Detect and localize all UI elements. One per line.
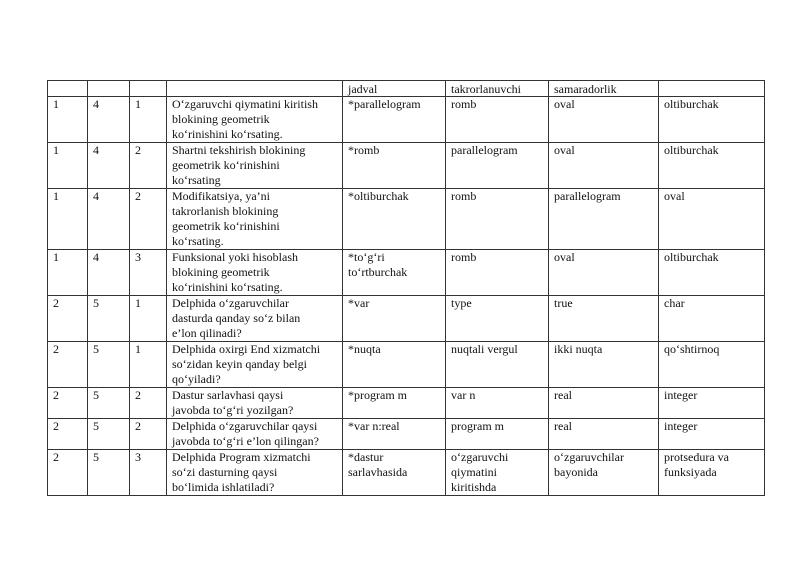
group-cell: 4	[88, 250, 130, 296]
header-cell	[88, 81, 130, 97]
quiz-table	[47, 80, 765, 496]
level-cell: 2	[130, 143, 167, 189]
question-cell: Delphida oxirgi End xizmatchi so‘zidan keyin qanday belgi qo‘yiladi?	[167, 342, 343, 388]
level-cell: 2	[130, 388, 167, 419]
group-cell: 4	[88, 97, 130, 143]
table-row	[48, 250, 765, 296]
option-cell: oval	[549, 250, 659, 296]
group-cell: 5	[88, 388, 130, 419]
level-cell: 2	[130, 419, 167, 450]
group-cell: 5	[88, 296, 130, 342]
header-cell	[48, 81, 88, 97]
number-cell: 1	[48, 250, 88, 296]
group-cell: 4	[88, 189, 130, 250]
option-cell: romb	[446, 97, 549, 143]
option-cell: romb	[446, 189, 549, 250]
question-cell: Shartni tekshirish blokining geometrik ko‘rinishini ko‘rsating	[167, 143, 343, 189]
option-cell: type	[446, 296, 549, 342]
table-row	[48, 388, 765, 419]
option-cell: integer	[659, 388, 765, 419]
option-cell: integer	[659, 419, 765, 450]
table-row	[48, 342, 765, 388]
correct-answer-cell: *var	[343, 296, 446, 342]
table-row	[48, 97, 765, 143]
table-row	[48, 143, 765, 189]
header-cell	[130, 81, 167, 97]
option-cell: var n	[446, 388, 549, 419]
group-cell: 5	[88, 450, 130, 496]
level-cell: 3	[130, 250, 167, 296]
correct-answer-cell: *to‘g‘ri to‘rtburchak	[343, 250, 446, 296]
group-cell: 5	[88, 342, 130, 388]
option-cell: parallelogram	[549, 189, 659, 250]
level-cell: 1	[130, 296, 167, 342]
option-cell: real	[549, 419, 659, 450]
option-cell: oltiburchak	[659, 143, 765, 189]
level-cell: 2	[130, 189, 167, 250]
correct-answer-cell: *romb	[343, 143, 446, 189]
option-cell: program m	[446, 419, 549, 450]
option-cell: real	[549, 388, 659, 419]
question-cell: Dastur sarlavhasi qaysi javobda to‘g‘ri yozilgan?	[167, 388, 343, 419]
group-cell: 4	[88, 143, 130, 189]
correct-answer-cell: *program m	[343, 388, 446, 419]
number-cell: 2	[48, 296, 88, 342]
option-cell: parallelogram	[446, 143, 549, 189]
option-cell: qo‘shtirnoq	[659, 342, 765, 388]
correct-answer-cell: *dastur sarlavhasida	[343, 450, 446, 496]
question-cell: Delphida o‘zgaruvchilar dasturda qanday so‘z bilan e’lon qilinadi?	[167, 296, 343, 342]
option-cell: oval	[549, 143, 659, 189]
table-row	[48, 296, 765, 342]
question-cell: Delphida Program xizmatchi so‘zi dasturning qaysi bo‘limida ishlatiladi?	[167, 450, 343, 496]
table-row	[48, 189, 765, 250]
number-cell: 2	[48, 342, 88, 388]
option-cell: protsedura va funksiyada	[659, 450, 765, 496]
option-cell: oltiburchak	[659, 97, 765, 143]
header-cell	[659, 81, 765, 97]
correct-answer-cell: *oltiburchak	[343, 189, 446, 250]
level-cell: 3	[130, 450, 167, 496]
header-cell: jadval	[343, 81, 446, 97]
correct-answer-cell: *var n:real	[343, 419, 446, 450]
correct-answer-cell: *nuqta	[343, 342, 446, 388]
number-cell: 1	[48, 97, 88, 143]
question-cell: O‘zgaruvchi qiymatini kiritish blokining geometrik ko‘rinishini ko‘rsating.	[167, 97, 343, 143]
level-cell: 1	[130, 97, 167, 143]
number-cell: 2	[48, 419, 88, 450]
option-cell: romb	[446, 250, 549, 296]
table-row	[48, 419, 765, 450]
option-cell: o‘zgaruvchilar bayonida	[549, 450, 659, 496]
option-cell: oval	[549, 97, 659, 143]
number-cell: 1	[48, 143, 88, 189]
header-cell	[167, 81, 343, 97]
option-cell: oltiburchak	[659, 250, 765, 296]
group-cell: 5	[88, 419, 130, 450]
header-cell: samaradorlik	[549, 81, 659, 97]
number-cell: 2	[48, 450, 88, 496]
option-cell: oval	[659, 189, 765, 250]
option-cell: char	[659, 296, 765, 342]
question-cell: Funksional yoki hisoblash blokining geometrik ko‘rinishini ko‘rsating.	[167, 250, 343, 296]
table-row	[48, 450, 765, 496]
header-row	[48, 81, 765, 97]
correct-answer-cell: *parallelogram	[343, 97, 446, 143]
question-cell: Delphida o‘zgaruvchilar qaysi javobda to‘g‘ri e’lon qilingan?	[167, 419, 343, 450]
option-cell: o‘zgaruvchi qiymatini kiritishda	[446, 450, 549, 496]
number-cell: 2	[48, 388, 88, 419]
number-cell: 1	[48, 189, 88, 250]
question-cell: Modifikatsiya, ya’ni takrorlanish blokining geometrik ko‘rinishini ko‘rsating.	[167, 189, 343, 250]
option-cell: true	[549, 296, 659, 342]
header-cell: takrorlanuvchi	[446, 81, 549, 97]
level-cell: 1	[130, 342, 167, 388]
option-cell: ikki nuqta	[549, 342, 659, 388]
option-cell: nuqtali vergul	[446, 342, 549, 388]
quiz-table-body	[48, 81, 765, 496]
